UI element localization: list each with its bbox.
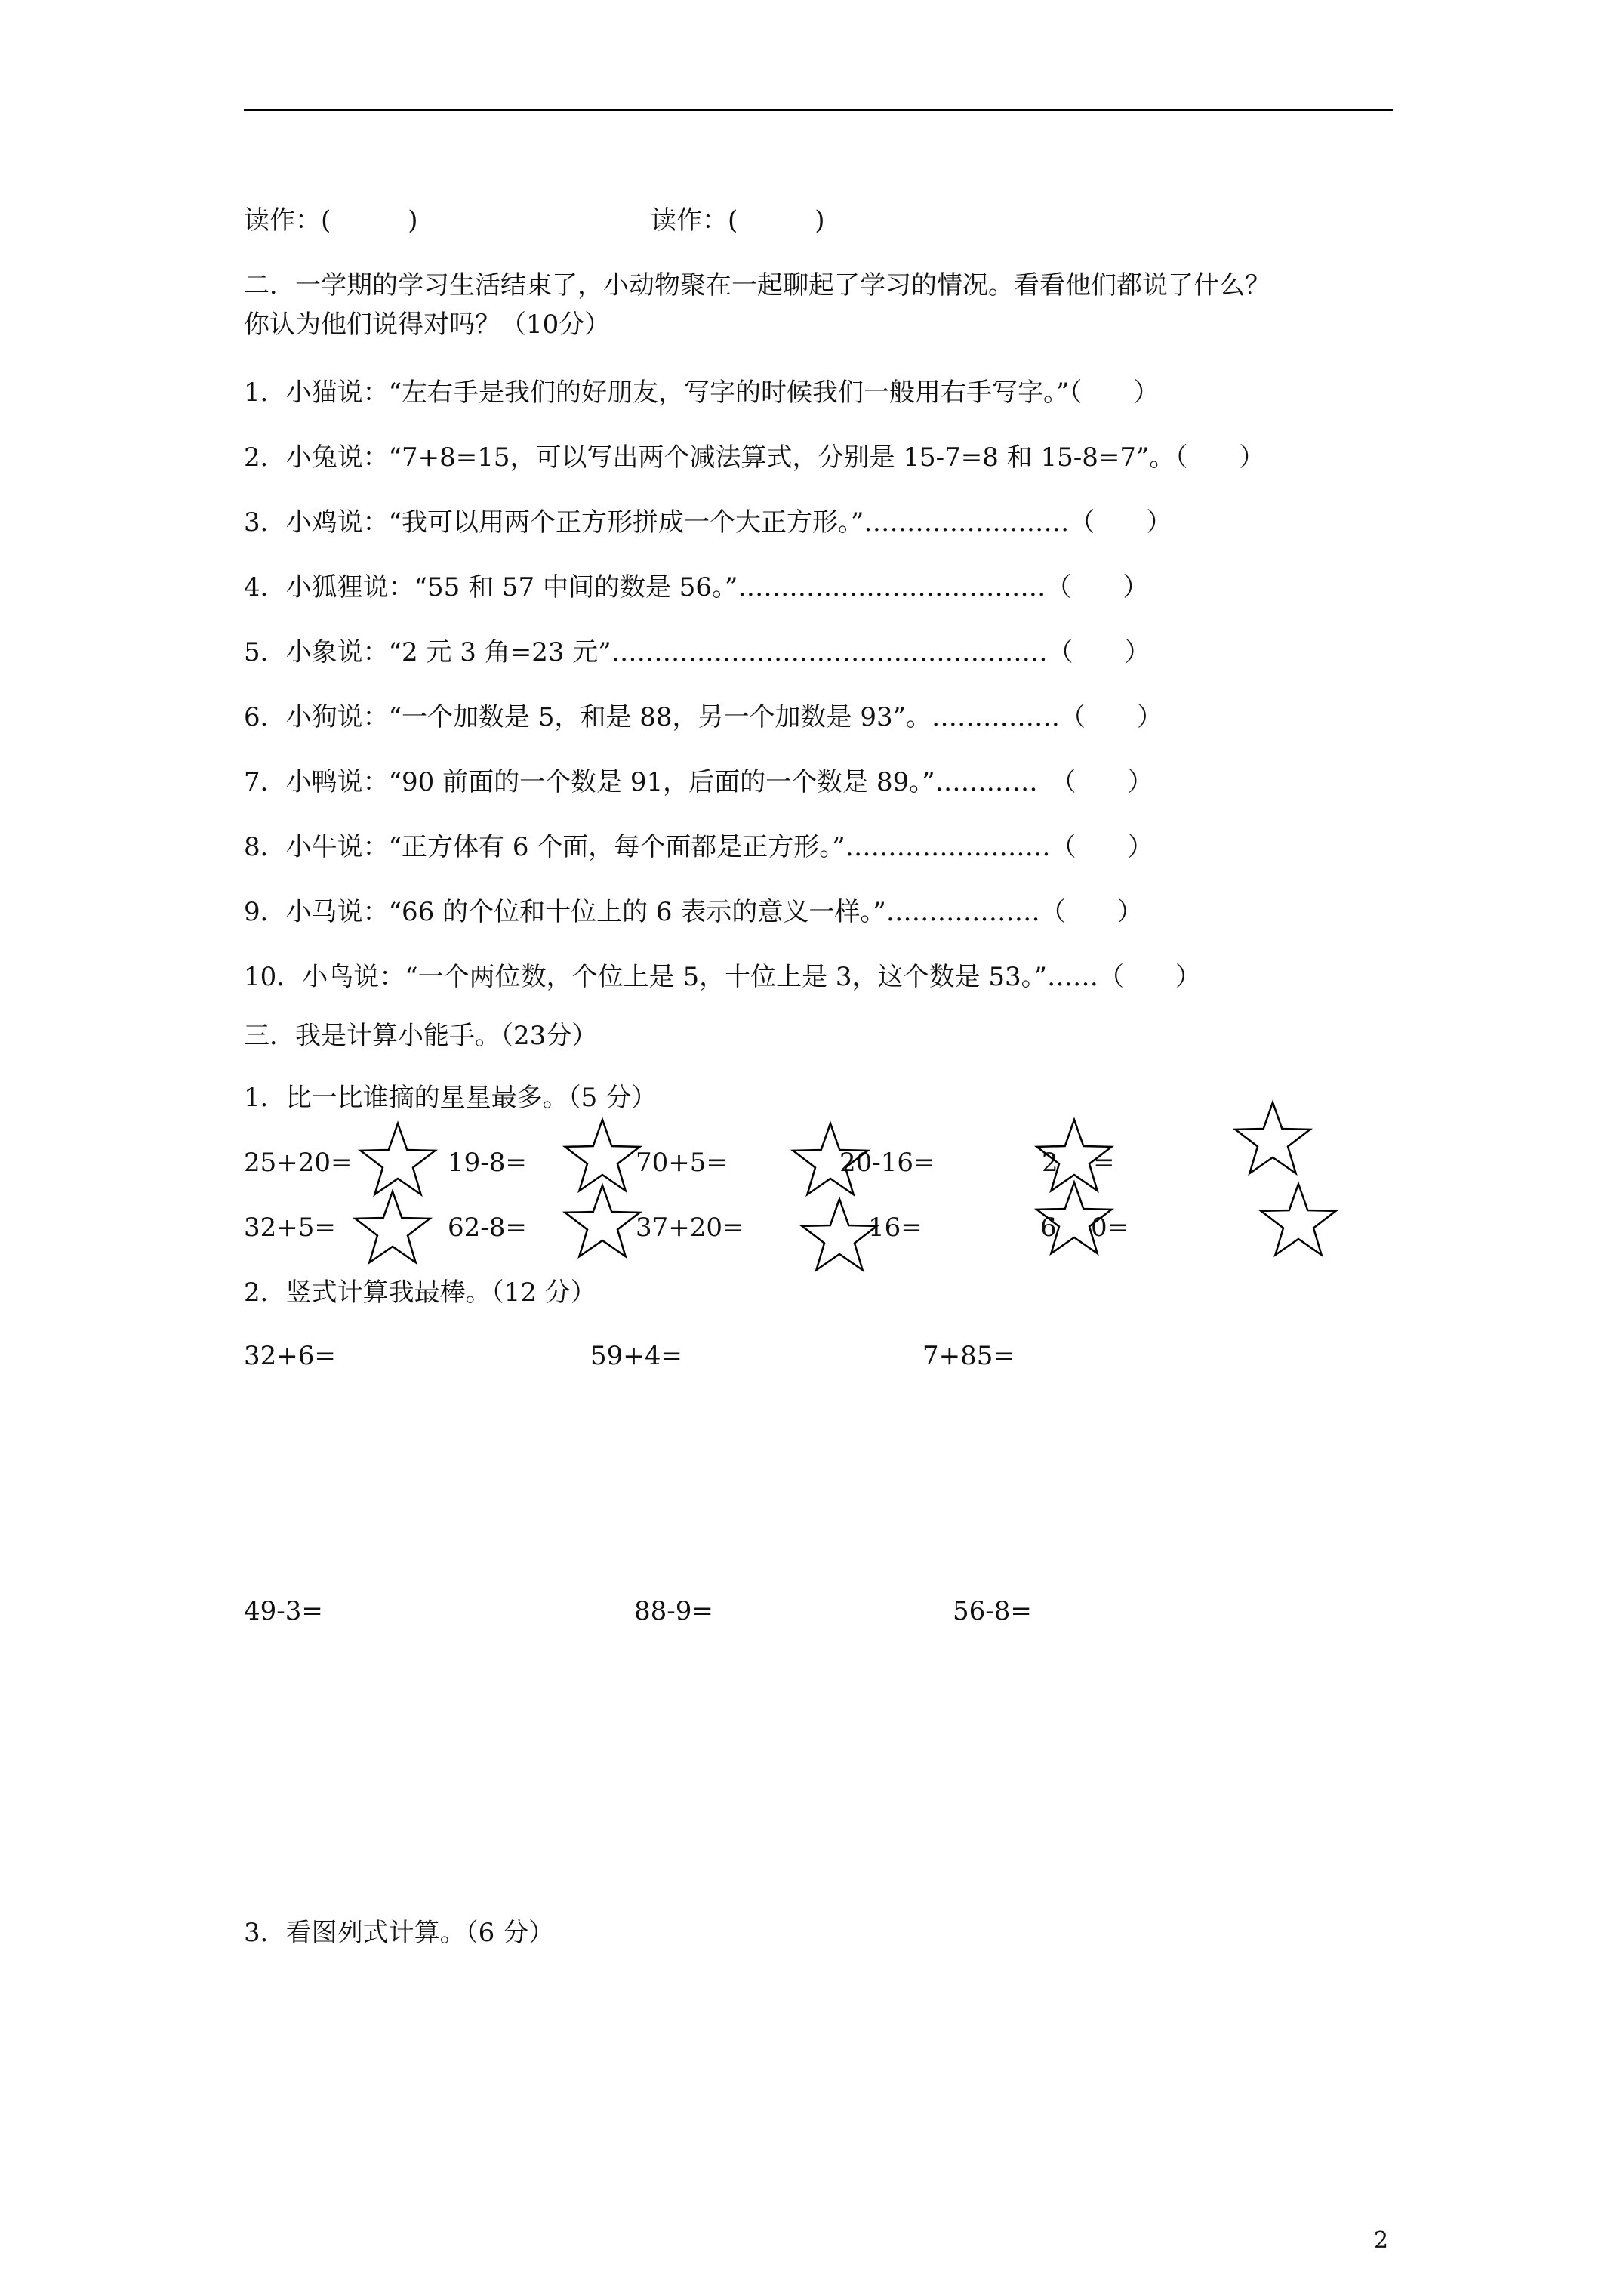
star-icon bbox=[565, 1120, 640, 1191]
true-false-item: 6．小狗说：“一个加数是 5，和是 88，另一个加数是 93”。……………（ ） bbox=[244, 702, 1163, 732]
star-equation: 62-8= bbox=[448, 1213, 527, 1243]
star-icon bbox=[356, 1191, 430, 1262]
true-false-item: 10．小鸟说：“一个两位数，个位上是 5，十位上是 3，这个数是 53。”……（ ） bbox=[244, 962, 1201, 992]
star-icon bbox=[802, 1199, 877, 1270]
star-equation-tail: = bbox=[1093, 1148, 1115, 1178]
vertical-calc-problem: 49-3= bbox=[244, 1596, 323, 1626]
true-false-item: 2．小兔说：“7+8=15，可以写出两个减法算式，分别是 15-7=8 和 15-8=7”。（ ） bbox=[244, 442, 1265, 473]
true-false-item: 8．小牛说：“正方体有 6 个面，每个面都是正方形。”……………………（ ） bbox=[244, 832, 1153, 862]
star-icon bbox=[1261, 1184, 1336, 1255]
star-question-title: 1．比一比谁摘的星星最多。（5 分） bbox=[244, 1083, 658, 1113]
true-false-item: 9．小马说：“66 的个位和十位上的 6 表示的意义一样。”………………（ ） bbox=[244, 897, 1143, 927]
read-write-blank-1: 读作：( ) bbox=[244, 205, 418, 236]
star-icon bbox=[565, 1185, 640, 1256]
vertical-calc-title: 2．竖式计算我最棒。（12 分） bbox=[244, 1277, 596, 1308]
read-write-blank-2: 读作：( ) bbox=[651, 205, 825, 236]
page-number: 2 bbox=[1374, 2227, 1389, 2254]
star-equation: 70+5= bbox=[636, 1148, 728, 1178]
star-icon bbox=[361, 1123, 436, 1194]
vertical-calc-problem: 7+85= bbox=[922, 1341, 1015, 1371]
picture-calc-title: 3．看图列式计算。（6 分） bbox=[244, 1918, 555, 1948]
star-equation: 2 bbox=[1042, 1148, 1058, 1178]
star-equation: 16= bbox=[868, 1213, 922, 1243]
star-equation: 20-16= bbox=[839, 1148, 935, 1178]
star-equation: 37+20= bbox=[636, 1213, 744, 1243]
vertical-calc-problem: 56-8= bbox=[953, 1596, 1032, 1626]
header-rule bbox=[244, 109, 1393, 111]
vertical-calc-problem: 88-9= bbox=[634, 1596, 713, 1626]
star-equation: 32+5= bbox=[244, 1213, 336, 1243]
vertical-calc-problem: 32+6= bbox=[244, 1341, 336, 1371]
section3-title: 三．我是计算小能手。（23分） bbox=[244, 1021, 598, 1051]
star-equation: 6 bbox=[1040, 1213, 1057, 1243]
section2-title-line2: 你认为他们说得对吗？（10分） bbox=[244, 310, 611, 340]
star-equation-tail: 0= bbox=[1091, 1213, 1129, 1243]
star-equation: 25+20= bbox=[244, 1148, 353, 1178]
star-icon bbox=[1236, 1102, 1310, 1173]
true-false-item: 1．小猫说：“左右手是我们的好朋友，写字的时候我们一般用右手写字。”（ ） bbox=[244, 378, 1160, 408]
vertical-calc-problem: 59+4= bbox=[590, 1341, 682, 1371]
star-equation: 19-8= bbox=[448, 1148, 527, 1178]
true-false-item: 5．小象说：“2 元 3 角=23 元”……………………………………………（ ） bbox=[244, 637, 1150, 667]
section2-title-line1: 二．一学期的学习生活结束了，小动物聚在一起聊起了学习的情况。看看他们都说了什么？ bbox=[244, 270, 1270, 300]
true-false-item: 3．小鸡说：“我可以用两个正方形拼成一个大正方形。”……………………（ ） bbox=[244, 507, 1172, 538]
true-false-item: 4．小狐狸说：“55 和 57 中间的数是 56。”………………………………（ ） bbox=[244, 572, 1149, 603]
true-false-item: 7．小鸭说：“90 前面的一个数是 91，后面的一个数是 89。”………… （ ） bbox=[244, 767, 1153, 797]
